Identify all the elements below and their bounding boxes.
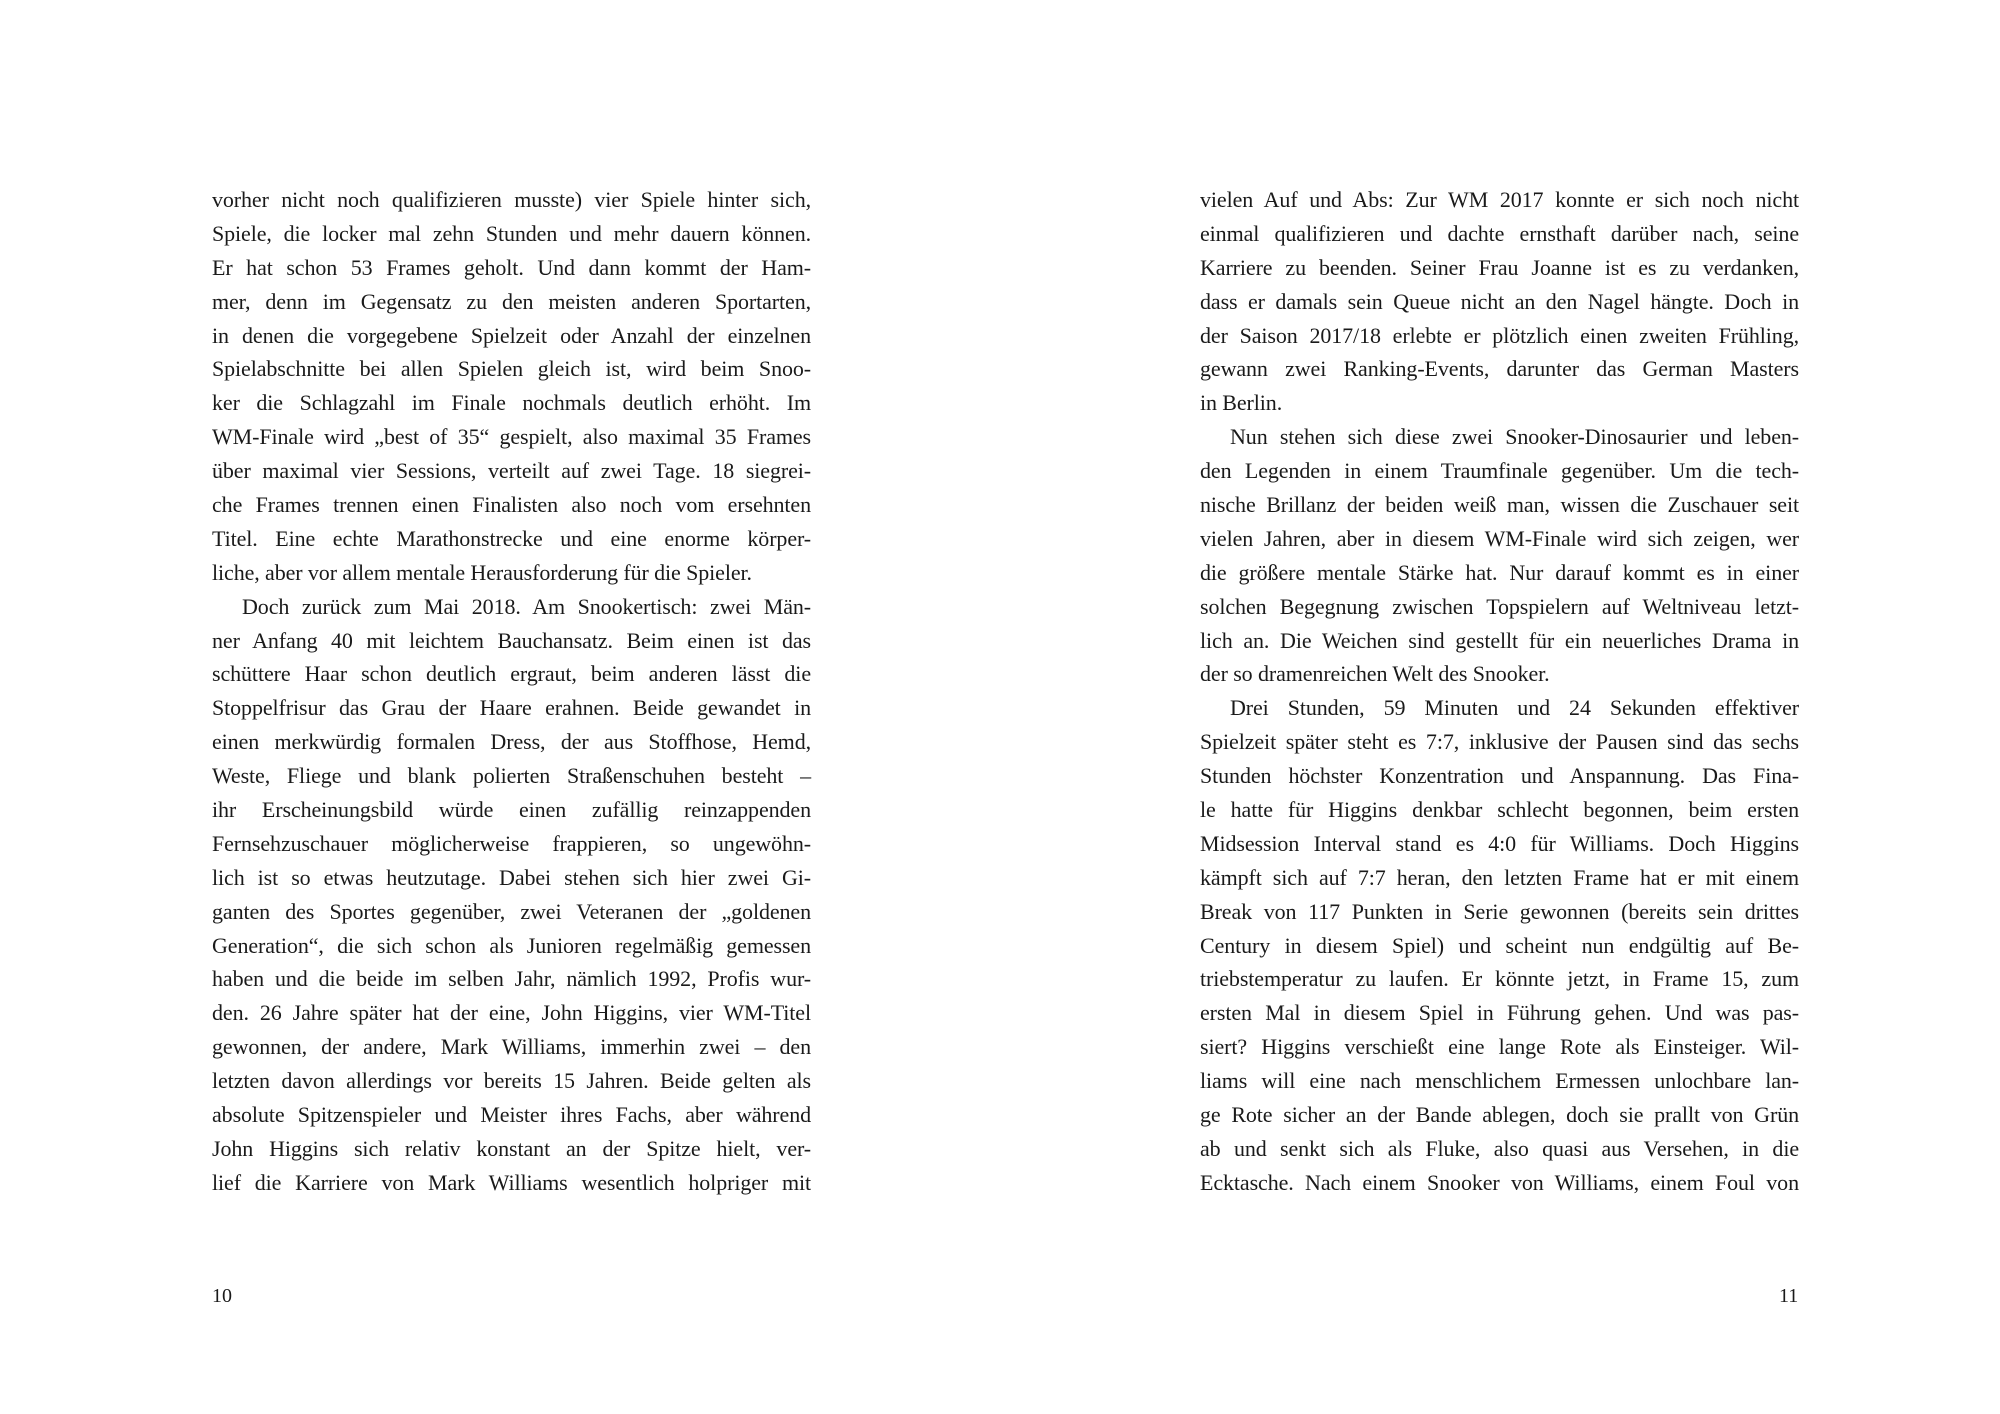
text-line: vielen Auf und Abs: Zur WM 2017 konnte er sich noch nicht [1200, 187, 1799, 212]
text-line: in Berlin. [1200, 390, 1283, 416]
text-line: siert? Higgins verschießt eine lange Rote als Einsteiger. Wil- [1200, 1034, 1799, 1060]
text-line: ab und senkt sich als Fluke, also quasi aus Versehen, in die [1200, 1135, 1799, 1161]
text-line: Doch zurück zum Mai 2018. Am Snookertisch: zwei Män- [242, 593, 811, 619]
text-line: gewann zwei Ranking-Events, darunter das German Masters [1200, 356, 1799, 382]
text-line: den. 26 Jahre später hat der eine, John Higgins, vier WM-Titel [212, 1000, 811, 1026]
right-page [1000, 0, 2000, 1414]
text-line: schüttere Haar schon deutlich ergraut, beim anderen lässt die [212, 661, 811, 687]
text-line: gewonnen, der andere, Mark Williams, immerhin zwei – den [212, 1034, 811, 1060]
text-line: Spielzeit später steht es 7:7, inklusive der Pausen sind das sechs [1200, 729, 1799, 755]
text-line: triebstemperatur zu laufen. Er könnte jetzt, in Frame 15, zum [1200, 966, 1799, 992]
right-page-text [1200, 183, 1799, 1200]
text-line: lich ist so etwas heutzutage. Dabei stehen sich hier zwei Gi- [212, 864, 811, 890]
text-line: lief die Karriere von Mark Williams wesentlich holpriger mit [212, 1169, 811, 1195]
text-line: liche, aber vor allem mentale Herausforderung für die Spieler. [212, 559, 752, 585]
text-line: einen merkwürdig formalen Dress, der aus Stoffhose, Hemd, [212, 729, 811, 755]
text-line: ner Anfang 40 mit leichtem Bauchansatz. Beim einen ist das [212, 627, 811, 653]
text-line: liams will eine nach menschlichem Ermessen unlochbare lan- [1200, 1068, 1799, 1094]
text-line: Break von 117 Punkten in Serie gewonnen (bereits sein drittes [1200, 898, 1799, 924]
text-line: Fernsehzuschauer möglicherweise frappieren, so ungewöhn- [212, 830, 811, 856]
text-line: in denen die vorgegebene Spielzeit oder Anzahl der einzelnen [212, 322, 811, 348]
text-line: ker die Schlagzahl im Finale nochmals deutlich erhöht. Im [212, 390, 811, 416]
text-line: lich an. Die Weichen sind gestellt für ein neuerliches Drama in [1200, 627, 1799, 653]
text-line: Ecktasche. Nach einem Snooker von Williams, einem Foul von [1200, 1169, 1799, 1195]
text-line: John Higgins sich relativ konstant an der Spitze hielt, ver- [212, 1135, 811, 1161]
text-line: ge Rote sicher an der Bande ablegen, doch sie prallt von Grün [1200, 1102, 1799, 1128]
text-line: einmal qualifizieren und dachte ernsthaft darüber nach, seine [1200, 220, 1799, 246]
text-line: WM-Finale wird „best of 35“ gespielt, also maximal 35 Frames [212, 424, 811, 450]
text-line: über maximal vier Sessions, verteilt auf zwei Tage. 18 siegrei- [212, 458, 811, 484]
right-page-number: 11 [1779, 1285, 1799, 1307]
text-line: Titel. Eine echte Marathonstrecke und eine enorme körper- [212, 525, 811, 551]
left-page-text [212, 183, 811, 1200]
text-line: haben und die beide im selben Jahr, nämlich 1992, Profis wur- [212, 966, 811, 992]
text-line: letzten davon allerdings vor bereits 15 Jahren. Beide gelten als [212, 1068, 811, 1094]
text-line: Midsession Interval stand es 4:0 für Williams. Doch Higgins [1200, 830, 1799, 856]
text-line: Stunden höchster Konzentration und Anspannung. Das Fina- [1200, 763, 1799, 789]
left-page-number: 10 [212, 1285, 232, 1307]
text-line: absolute Spitzenspieler und Meister ihres Fachs, aber während [212, 1102, 811, 1128]
text-line: Er hat schon 53 Frames geholt. Und dann kommt der Ham- [212, 254, 811, 280]
text-line: dass er damals sein Queue nicht an den Nagel hängte. Doch in [1200, 288, 1799, 314]
text-line: die größere mentale Stärke hat. Nur darauf kommt es in einer [1200, 559, 1799, 585]
text-line: Nun stehen sich diese zwei Snooker-Dinosaurier und leben- [1230, 424, 1799, 450]
text-line: Century in diesem Spiel) und scheint nun endgültig auf Be- [1200, 932, 1799, 958]
text-line: vielen Jahren, aber in diesem WM-Finale wird sich zeigen, wer [1200, 525, 1799, 551]
text-line: kämpft sich auf 7:7 heran, den letzten Frame hat er mit einem [1200, 864, 1799, 890]
text-line: nische Brillanz der beiden weiß man, wissen die Zuschauer seit [1200, 492, 1799, 518]
text-line: vorher nicht noch qualifizieren musste) vier Spiele hinter sich, [212, 187, 811, 212]
text-line: Karriere zu beenden. Seiner Frau Joanne ist es zu verdanken, [1200, 254, 1799, 280]
text-line: der Saison 2017/18 erlebte er plötzlich einen zweiten Frühling, [1200, 322, 1799, 348]
text-line: ihr Erscheinungsbild würde einen zufällig reinzappenden [212, 797, 811, 823]
text-line: ersten Mal in diesem Spiel in Führung gehen. Und was pas- [1200, 1000, 1799, 1026]
text-line: le hatte für Higgins denkbar schlecht begonnen, beim ersten [1200, 797, 1799, 823]
text-line: Stoppelfrisur das Grau der Haare erahnen. Beide gewandet in [212, 695, 811, 721]
text-line: Generation“, die sich schon als Junioren regelmäßig gemessen [212, 932, 811, 958]
text-line: ganten des Sportes gegenüber, zwei Veteranen der „goldenen [212, 898, 811, 924]
text-line: der so dramenreichen Welt des Snooker. [1200, 661, 1550, 687]
text-line: Weste, Fliege und blank polierten Straßenschuhen besteht – [212, 763, 811, 789]
text-line: che Frames trennen einen Finalisten also noch vom ersehnten [212, 492, 811, 518]
text-line: mer, denn im Gegensatz zu den meisten anderen Sportarten, [212, 288, 811, 314]
text-line: Spiele, die locker mal zehn Stunden und mehr dauern können. [212, 220, 811, 246]
text-line: Spielabschnitte bei allen Spielen gleich ist, wird beim Snoo- [212, 356, 811, 382]
text-line: den Legenden in einem Traumfinale gegenüber. Um die tech- [1200, 458, 1799, 484]
text-line: solchen Begegnung zwischen Topspielern auf Weltniveau letzt- [1200, 593, 1799, 619]
text-line: Drei Stunden, 59 Minuten und 24 Sekunden effektiver [1230, 695, 1799, 721]
